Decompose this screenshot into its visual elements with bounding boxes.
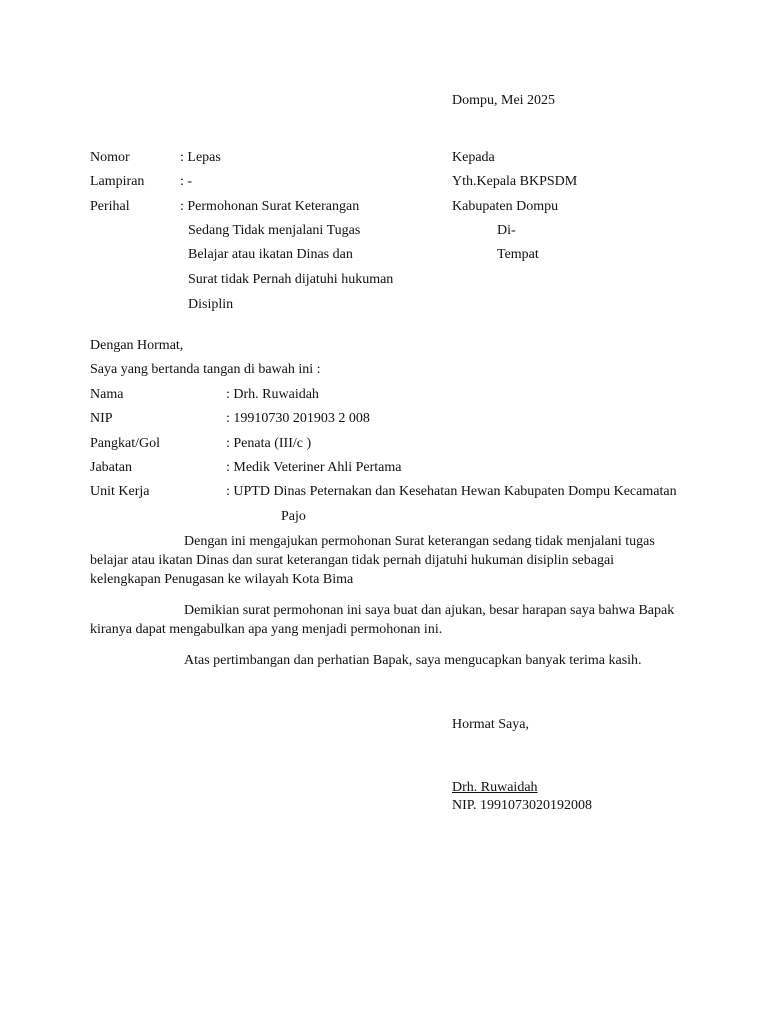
nip-label: NIP <box>90 411 113 426</box>
intro-text: Saya yang bertanda tangan di bawah ini : <box>90 362 321 377</box>
paragraph-2-line-2: kiranya dapat mengabulkan apa yang menjadi permohonan ini. <box>90 622 443 637</box>
recipient-kabupaten: Kabupaten Dompu <box>452 199 559 214</box>
recipient-tempat: Tempat <box>497 247 539 262</box>
nomor-label: Nomor <box>90 150 130 165</box>
perihal-line-3: Belajar atau ikatan Dinas dan <box>188 247 353 262</box>
unit-kerja-value-cont: Pajo <box>281 509 306 524</box>
greeting: Dengan Hormat, <box>90 338 184 353</box>
nomor-value: : Lepas <box>180 150 221 165</box>
unit-kerja-label: Unit Kerja <box>90 484 150 499</box>
pangkat-value: : Penata (III/c ) <box>226 436 312 451</box>
nama-value: : Drh. Ruwaidah <box>226 387 319 402</box>
perihal-line-5: Disiplin <box>188 297 234 312</box>
lampiran-label: Lampiran <box>90 174 145 189</box>
jabatan-value: : Medik Veteriner Ahli Pertama <box>226 460 402 475</box>
lampiran-value: : - <box>180 174 193 189</box>
unit-kerja-value: : UPTD Dinas Peternakan dan Kesehatan Hewan Kabupaten Dompu Kecamatan <box>226 484 677 499</box>
perihal-line-1: : Permohonan Surat Keterangan <box>180 199 360 214</box>
closing-text: Hormat Saya, <box>452 717 529 732</box>
recipient-di: Di- <box>497 223 516 238</box>
perihal-label: Perihal <box>90 199 130 214</box>
jabatan-label: Jabatan <box>90 460 132 475</box>
signer-name: Drh. Ruwaidah <box>452 780 538 795</box>
paragraph-1-line-3: kelengkapan Penugasan ke wilayah Kota Bima <box>90 572 354 587</box>
recipient-kepada: Kepada <box>452 150 495 165</box>
paragraph-2-line-1: Demikian surat permohonan ini saya buat dan ajukan, besar harapan saya bahwa Bapak <box>184 603 675 618</box>
paragraph-1-line-1: Dengan ini mengajukan permohonan Surat keterangan sedang tidak menjalani tugas <box>184 534 655 549</box>
nip-value: : 19910730 201903 2 008 <box>226 411 370 426</box>
signer-nip: NIP. 1991073020192008 <box>452 798 593 813</box>
date-line: Dompu, Mei 2025 <box>452 93 556 108</box>
nama-label: Nama <box>90 387 124 402</box>
paragraph-3-line-1: Atas pertimbangan dan perhatian Bapak, saya mengucapkan banyak terima kasih. <box>184 653 642 668</box>
recipient-title: Yth.Kepala BKPSDM <box>452 174 578 189</box>
pangkat-label: Pangkat/Gol <box>90 436 160 451</box>
perihal-line-2: Sedang Tidak menjalani Tugas <box>188 223 361 238</box>
paragraph-1-line-2: belajar atau ikatan Dinas dan surat keterangan tidak pernah dijatuhi hukuman disiplin sebagai <box>90 553 615 568</box>
perihal-line-4: Surat tidak Pernah dijatuhi hukuman <box>188 272 394 287</box>
